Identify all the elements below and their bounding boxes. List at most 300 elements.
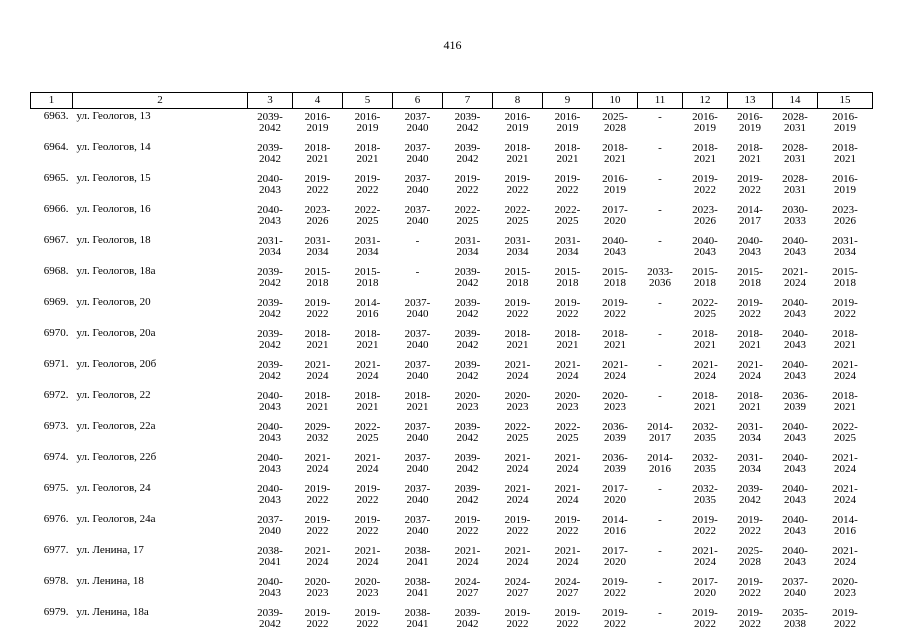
period-start: 2018-	[832, 390, 858, 402]
period-cell	[293, 171, 343, 202]
period-start: 2021-	[304, 452, 331, 464]
period-start: -	[658, 235, 662, 247]
period-cell	[818, 574, 873, 605]
period-start: 2019-	[737, 514, 763, 526]
period-start: 2018-	[692, 328, 718, 340]
period-cell	[443, 512, 493, 543]
period-cell	[638, 264, 683, 295]
period-end: 2034	[834, 246, 856, 258]
period-start: 2015-	[554, 266, 581, 278]
period-end: 2025	[556, 215, 579, 227]
period-end: 2042	[456, 494, 479, 506]
period-start: 2017-	[602, 204, 628, 216]
period-end: 2024	[694, 556, 716, 568]
period-end: 2018	[556, 277, 579, 289]
period-start: 2039-	[454, 111, 481, 123]
period-end: 2018	[506, 277, 529, 289]
period-cell	[543, 357, 593, 388]
period-cell	[493, 605, 543, 636]
period-start: 2039-	[454, 452, 481, 464]
period-start: 2039-	[257, 142, 283, 154]
period-cell	[293, 419, 343, 450]
period-start: 2015-	[504, 266, 531, 278]
period-start: 2017-	[602, 545, 628, 557]
period-end: 2021	[556, 339, 579, 351]
period-end: 2024	[739, 370, 761, 382]
period-end: 2042	[739, 494, 761, 506]
period-start: 2031-	[257, 235, 283, 247]
period-cell	[728, 481, 773, 512]
period-start: 2032-	[692, 452, 718, 464]
period-start: 2040-	[782, 545, 808, 557]
period-end: 2019	[306, 122, 329, 134]
period-end: 2040	[406, 184, 429, 196]
period-end: 2024	[506, 370, 529, 382]
period-cell	[638, 574, 683, 605]
period-end: 2038	[784, 618, 806, 630]
period-start: 2019-	[554, 297, 581, 309]
period-start: 2019-	[692, 514, 718, 526]
period-end: 2021	[406, 401, 429, 413]
period-start: 2021-	[504, 452, 531, 464]
period-start: -	[415, 266, 420, 278]
period-cell	[293, 450, 343, 481]
period-end: 2020	[604, 494, 626, 506]
period-cell	[543, 264, 593, 295]
period-cell	[248, 295, 293, 326]
period-end: 2022	[306, 525, 329, 537]
address-cell: ул. Геологов, 22б	[76, 451, 157, 463]
period-end: 2016	[604, 525, 626, 537]
table-row	[31, 109, 873, 141]
period-cell	[593, 109, 638, 141]
period-cell	[593, 605, 638, 636]
period-start: 2028-	[782, 173, 808, 185]
period-cell	[773, 171, 818, 202]
period-start: 2019-	[304, 483, 331, 495]
period-cell	[818, 512, 873, 543]
period-end: 2036	[649, 277, 671, 289]
period-cell	[543, 450, 593, 481]
period-start: 2039-	[257, 328, 283, 340]
period-cell	[638, 109, 683, 141]
period-end: 2021	[356, 153, 379, 165]
period-cell	[683, 574, 728, 605]
period-end: 2025	[556, 432, 579, 444]
period-cell	[593, 357, 638, 388]
period-end: 2043	[784, 339, 806, 351]
period-start: 2022-	[354, 204, 381, 216]
address-cell: ул. Ленина, 18а	[76, 606, 149, 618]
period-end: 2022	[739, 525, 761, 537]
period-cell	[683, 326, 728, 357]
period-cell	[493, 109, 543, 141]
table-row	[31, 171, 873, 202]
row-number: 6978.	[43, 575, 69, 587]
column-header: 9	[543, 93, 593, 109]
period-cell	[728, 233, 773, 264]
period-start: 2021-	[832, 452, 858, 464]
period-end: 2040	[406, 153, 429, 165]
period-end: 2040	[406, 525, 429, 537]
column-header: 6	[393, 93, 443, 109]
row-number: 6971.	[43, 358, 69, 370]
period-cell	[443, 202, 493, 233]
period-end: 2034	[739, 432, 761, 444]
period-cell	[638, 357, 683, 388]
period-end: 2026	[834, 215, 856, 227]
period-end: 2034	[356, 246, 379, 258]
period-end: 2022	[306, 308, 329, 320]
period-cell	[593, 326, 638, 357]
period-end: 2042	[456, 153, 479, 165]
period-end: 2043	[784, 370, 806, 382]
period-cell	[818, 326, 873, 357]
period-cell	[593, 419, 638, 450]
period-start: 2035-	[782, 607, 808, 619]
period-start: 2021-	[554, 545, 581, 557]
period-cell	[728, 605, 773, 636]
period-end: 2021	[834, 401, 856, 413]
period-start: 2016-	[602, 173, 628, 185]
period-start: 2019-	[354, 607, 381, 619]
period-end: 2043	[694, 246, 716, 258]
period-start: 2020-	[504, 390, 531, 402]
period-cell	[393, 295, 443, 326]
period-start: 2023-	[692, 204, 718, 216]
period-cell	[293, 233, 343, 264]
period-start: 2039-	[257, 607, 283, 619]
period-cell	[593, 140, 638, 171]
period-end: 2024	[506, 463, 529, 475]
period-end: 2035	[694, 463, 716, 475]
period-cell	[638, 605, 683, 636]
period-cell	[493, 326, 543, 357]
period-cell	[773, 140, 818, 171]
table-row	[31, 202, 873, 233]
period-cell	[493, 202, 543, 233]
period-cell	[728, 543, 773, 574]
period-cell	[593, 171, 638, 202]
column-header: 15	[818, 93, 873, 109]
period-cell	[248, 419, 293, 450]
period-end: 2042	[456, 370, 479, 382]
address-cell: ул. Ленина, 17	[76, 544, 144, 556]
period-end: 2043	[259, 587, 281, 599]
period-end: 2021	[356, 339, 379, 351]
period-start: 2022-	[504, 421, 531, 433]
period-end: 2018	[834, 277, 856, 289]
period-start: 2022-	[554, 421, 581, 433]
period-end: 2021	[694, 153, 716, 165]
period-end: 2022	[556, 525, 579, 537]
period-start: 2021-	[832, 359, 858, 371]
period-cell	[683, 295, 728, 326]
period-start: 2028-	[782, 142, 808, 154]
period-cell	[773, 543, 818, 574]
period-start: 2028-	[782, 111, 808, 123]
period-start: 2040-	[782, 483, 808, 495]
address-cell: ул. Геологов, 15	[76, 172, 151, 184]
period-cell	[393, 171, 443, 202]
period-start: 2020-	[454, 390, 481, 402]
period-cell	[773, 574, 818, 605]
column-header: 11	[638, 93, 683, 109]
period-cell	[638, 171, 683, 202]
period-start: 2029-	[304, 421, 331, 433]
period-end: 2024	[834, 556, 856, 568]
period-start: 2021-	[554, 483, 581, 495]
period-cell	[293, 543, 343, 574]
period-cell	[393, 233, 443, 264]
address-cell: ул. Геологов, 24	[76, 482, 151, 494]
period-cell	[683, 202, 728, 233]
period-cell	[543, 605, 593, 636]
period-end: 2022	[694, 525, 716, 537]
period-cell	[818, 171, 873, 202]
period-start: 2040-	[257, 576, 283, 588]
period-start: 2018-	[737, 142, 763, 154]
period-end: 2022	[356, 618, 379, 630]
period-cell	[683, 388, 728, 419]
row-number: 6979.	[43, 606, 69, 618]
period-cell	[248, 357, 293, 388]
address-cell: ул. Геологов, 22а	[76, 420, 156, 432]
row-number: 6964.	[43, 141, 69, 153]
period-start: 2019-	[737, 607, 763, 619]
period-cell	[248, 109, 293, 141]
period-end: 2022	[604, 308, 626, 320]
period-start: 2019-	[832, 297, 858, 309]
period-cell	[728, 109, 773, 141]
period-start: 2037-	[404, 328, 431, 340]
period-start: 2019-	[354, 514, 381, 526]
period-end: 2022	[739, 184, 761, 196]
period-end: 2022	[604, 587, 626, 599]
period-end: 2021	[506, 339, 529, 351]
period-end: 2041	[406, 587, 429, 599]
period-start: 2021-	[832, 483, 858, 495]
period-start: 2019-	[602, 297, 628, 309]
period-start: 2015-	[832, 266, 858, 278]
period-start: 2037-	[404, 421, 431, 433]
period-start: 2022-	[504, 204, 531, 216]
header-row	[31, 93, 873, 109]
period-start: 2018-	[832, 142, 858, 154]
period-start: 2014-	[832, 514, 858, 526]
period-start: 2040-	[782, 421, 808, 433]
period-cell	[393, 512, 443, 543]
period-end: 2024	[556, 370, 579, 382]
period-start: -	[658, 514, 662, 526]
period-cell	[443, 233, 493, 264]
period-cell	[543, 202, 593, 233]
period-end: 2043	[784, 556, 806, 568]
period-end: 2024	[306, 463, 329, 475]
period-start: 2024-	[454, 576, 481, 588]
period-start: 2018-	[504, 328, 531, 340]
period-cell	[638, 388, 683, 419]
period-start: 2019-	[602, 576, 628, 588]
period-end: 2022	[556, 308, 579, 320]
period-start: 2018-	[554, 328, 581, 340]
period-end: 2020	[604, 556, 626, 568]
period-start: 2018-	[404, 390, 431, 402]
period-start: 2032-	[692, 421, 718, 433]
period-start: 2023-	[304, 204, 331, 216]
period-end: 2024	[356, 463, 379, 475]
period-end: 2021	[739, 401, 761, 413]
period-start: 2037-	[404, 204, 431, 216]
column-header: 13	[728, 93, 773, 109]
period-start: 2021-	[354, 452, 381, 464]
period-start: 2036-	[602, 421, 628, 433]
period-cell	[543, 512, 593, 543]
period-cell	[248, 140, 293, 171]
address-cell: ул. Геологов, 16	[76, 203, 151, 215]
period-cell	[818, 605, 873, 636]
period-cell	[343, 481, 393, 512]
period-end: 2022	[694, 618, 716, 630]
address-cell: ул. Геологов, 14	[76, 141, 151, 153]
period-end: 2024	[556, 494, 579, 506]
period-end: 2023	[356, 587, 379, 599]
period-cell	[593, 264, 638, 295]
period-start: 2018-	[737, 390, 763, 402]
period-end: 2024	[556, 556, 579, 568]
period-start: 2040-	[692, 235, 718, 247]
period-start: 2031-	[304, 235, 331, 247]
period-start: 2031-	[832, 235, 858, 247]
period-start: 2019-	[692, 173, 718, 185]
period-cell	[293, 264, 343, 295]
period-start: 2031-	[504, 235, 531, 247]
period-start: 2039-	[737, 483, 763, 495]
period-start: 2019-	[354, 483, 381, 495]
period-end: 2021	[306, 153, 329, 165]
period-cell	[683, 605, 728, 636]
period-cell	[248, 605, 293, 636]
period-cell	[343, 109, 393, 141]
period-cell	[543, 109, 593, 141]
period-cell	[818, 388, 873, 419]
period-start: -	[658, 328, 662, 340]
period-end: 2042	[456, 277, 479, 289]
period-cell	[683, 450, 728, 481]
period-cell	[393, 574, 443, 605]
period-start: 2016-	[737, 111, 763, 123]
period-cell	[393, 481, 443, 512]
period-end: 2042	[259, 277, 281, 289]
period-start: 2032-	[692, 483, 718, 495]
period-start: 2019-	[504, 514, 531, 526]
period-end: 2024	[356, 556, 379, 568]
period-cell	[343, 543, 393, 574]
row-number: 6966.	[43, 203, 69, 215]
column-header: 4	[293, 93, 343, 109]
period-start: 2039-	[454, 421, 481, 433]
period-end: 2043	[259, 401, 281, 413]
period-cell	[443, 605, 493, 636]
table-row	[31, 140, 873, 171]
period-start: 2022-	[832, 421, 858, 433]
period-cell	[543, 326, 593, 357]
row-number: 6965.	[43, 172, 69, 184]
period-cell	[728, 295, 773, 326]
period-end: 2017	[739, 215, 761, 227]
table-row	[31, 605, 873, 636]
period-end: 2019	[694, 122, 716, 134]
period-end: 2020	[694, 587, 716, 599]
period-cell	[443, 171, 493, 202]
period-end: 2040	[406, 463, 429, 475]
period-cell	[773, 357, 818, 388]
period-cell	[443, 543, 493, 574]
period-start: 2040-	[782, 328, 808, 340]
period-start: 2021-	[554, 359, 581, 371]
period-start: 2036-	[602, 452, 628, 464]
period-cell	[293, 295, 343, 326]
table-body	[31, 109, 873, 637]
period-end: 2025	[694, 308, 716, 320]
table-row	[31, 357, 873, 388]
period-start: 2038-	[257, 545, 283, 557]
period-cell	[638, 140, 683, 171]
period-start: 2040-	[257, 483, 283, 495]
period-end: 2042	[456, 432, 479, 444]
period-cell	[638, 295, 683, 326]
row-number: 6967.	[43, 234, 69, 246]
period-cell	[248, 171, 293, 202]
period-cell	[493, 450, 543, 481]
period-end: 2022	[506, 308, 529, 320]
period-cell	[683, 419, 728, 450]
period-end: 2034	[456, 246, 479, 258]
period-start: 2019-	[737, 576, 763, 588]
row-number: 6973.	[43, 420, 69, 432]
period-cell	[343, 512, 393, 543]
period-cell	[818, 295, 873, 326]
period-end: 2018	[306, 277, 329, 289]
period-cell	[248, 543, 293, 574]
period-cell	[293, 574, 343, 605]
period-start: 2039-	[257, 359, 283, 371]
period-start: 2020-	[602, 390, 628, 402]
address-cell: ул. Ленина, 18	[76, 575, 144, 587]
period-end: 2022	[306, 618, 329, 630]
period-start: 2016-	[692, 111, 718, 123]
period-cell	[293, 388, 343, 419]
period-cell	[773, 326, 818, 357]
period-end: 2042	[259, 370, 281, 382]
period-start: 2040-	[782, 452, 808, 464]
period-cell	[683, 233, 728, 264]
period-cell	[248, 450, 293, 481]
period-end: 2022	[456, 184, 479, 196]
period-cell	[773, 388, 818, 419]
period-end: 2035	[694, 494, 716, 506]
period-cell	[293, 605, 343, 636]
period-end: 2041	[406, 618, 429, 630]
period-end: 2039	[784, 401, 806, 413]
period-cell	[493, 171, 543, 202]
row-number: 6963.	[43, 110, 69, 122]
period-cell	[593, 202, 638, 233]
period-cell	[393, 543, 443, 574]
period-start: 2021-	[737, 359, 763, 371]
period-end: 2024	[506, 556, 529, 568]
period-start: 2037-	[404, 483, 431, 495]
